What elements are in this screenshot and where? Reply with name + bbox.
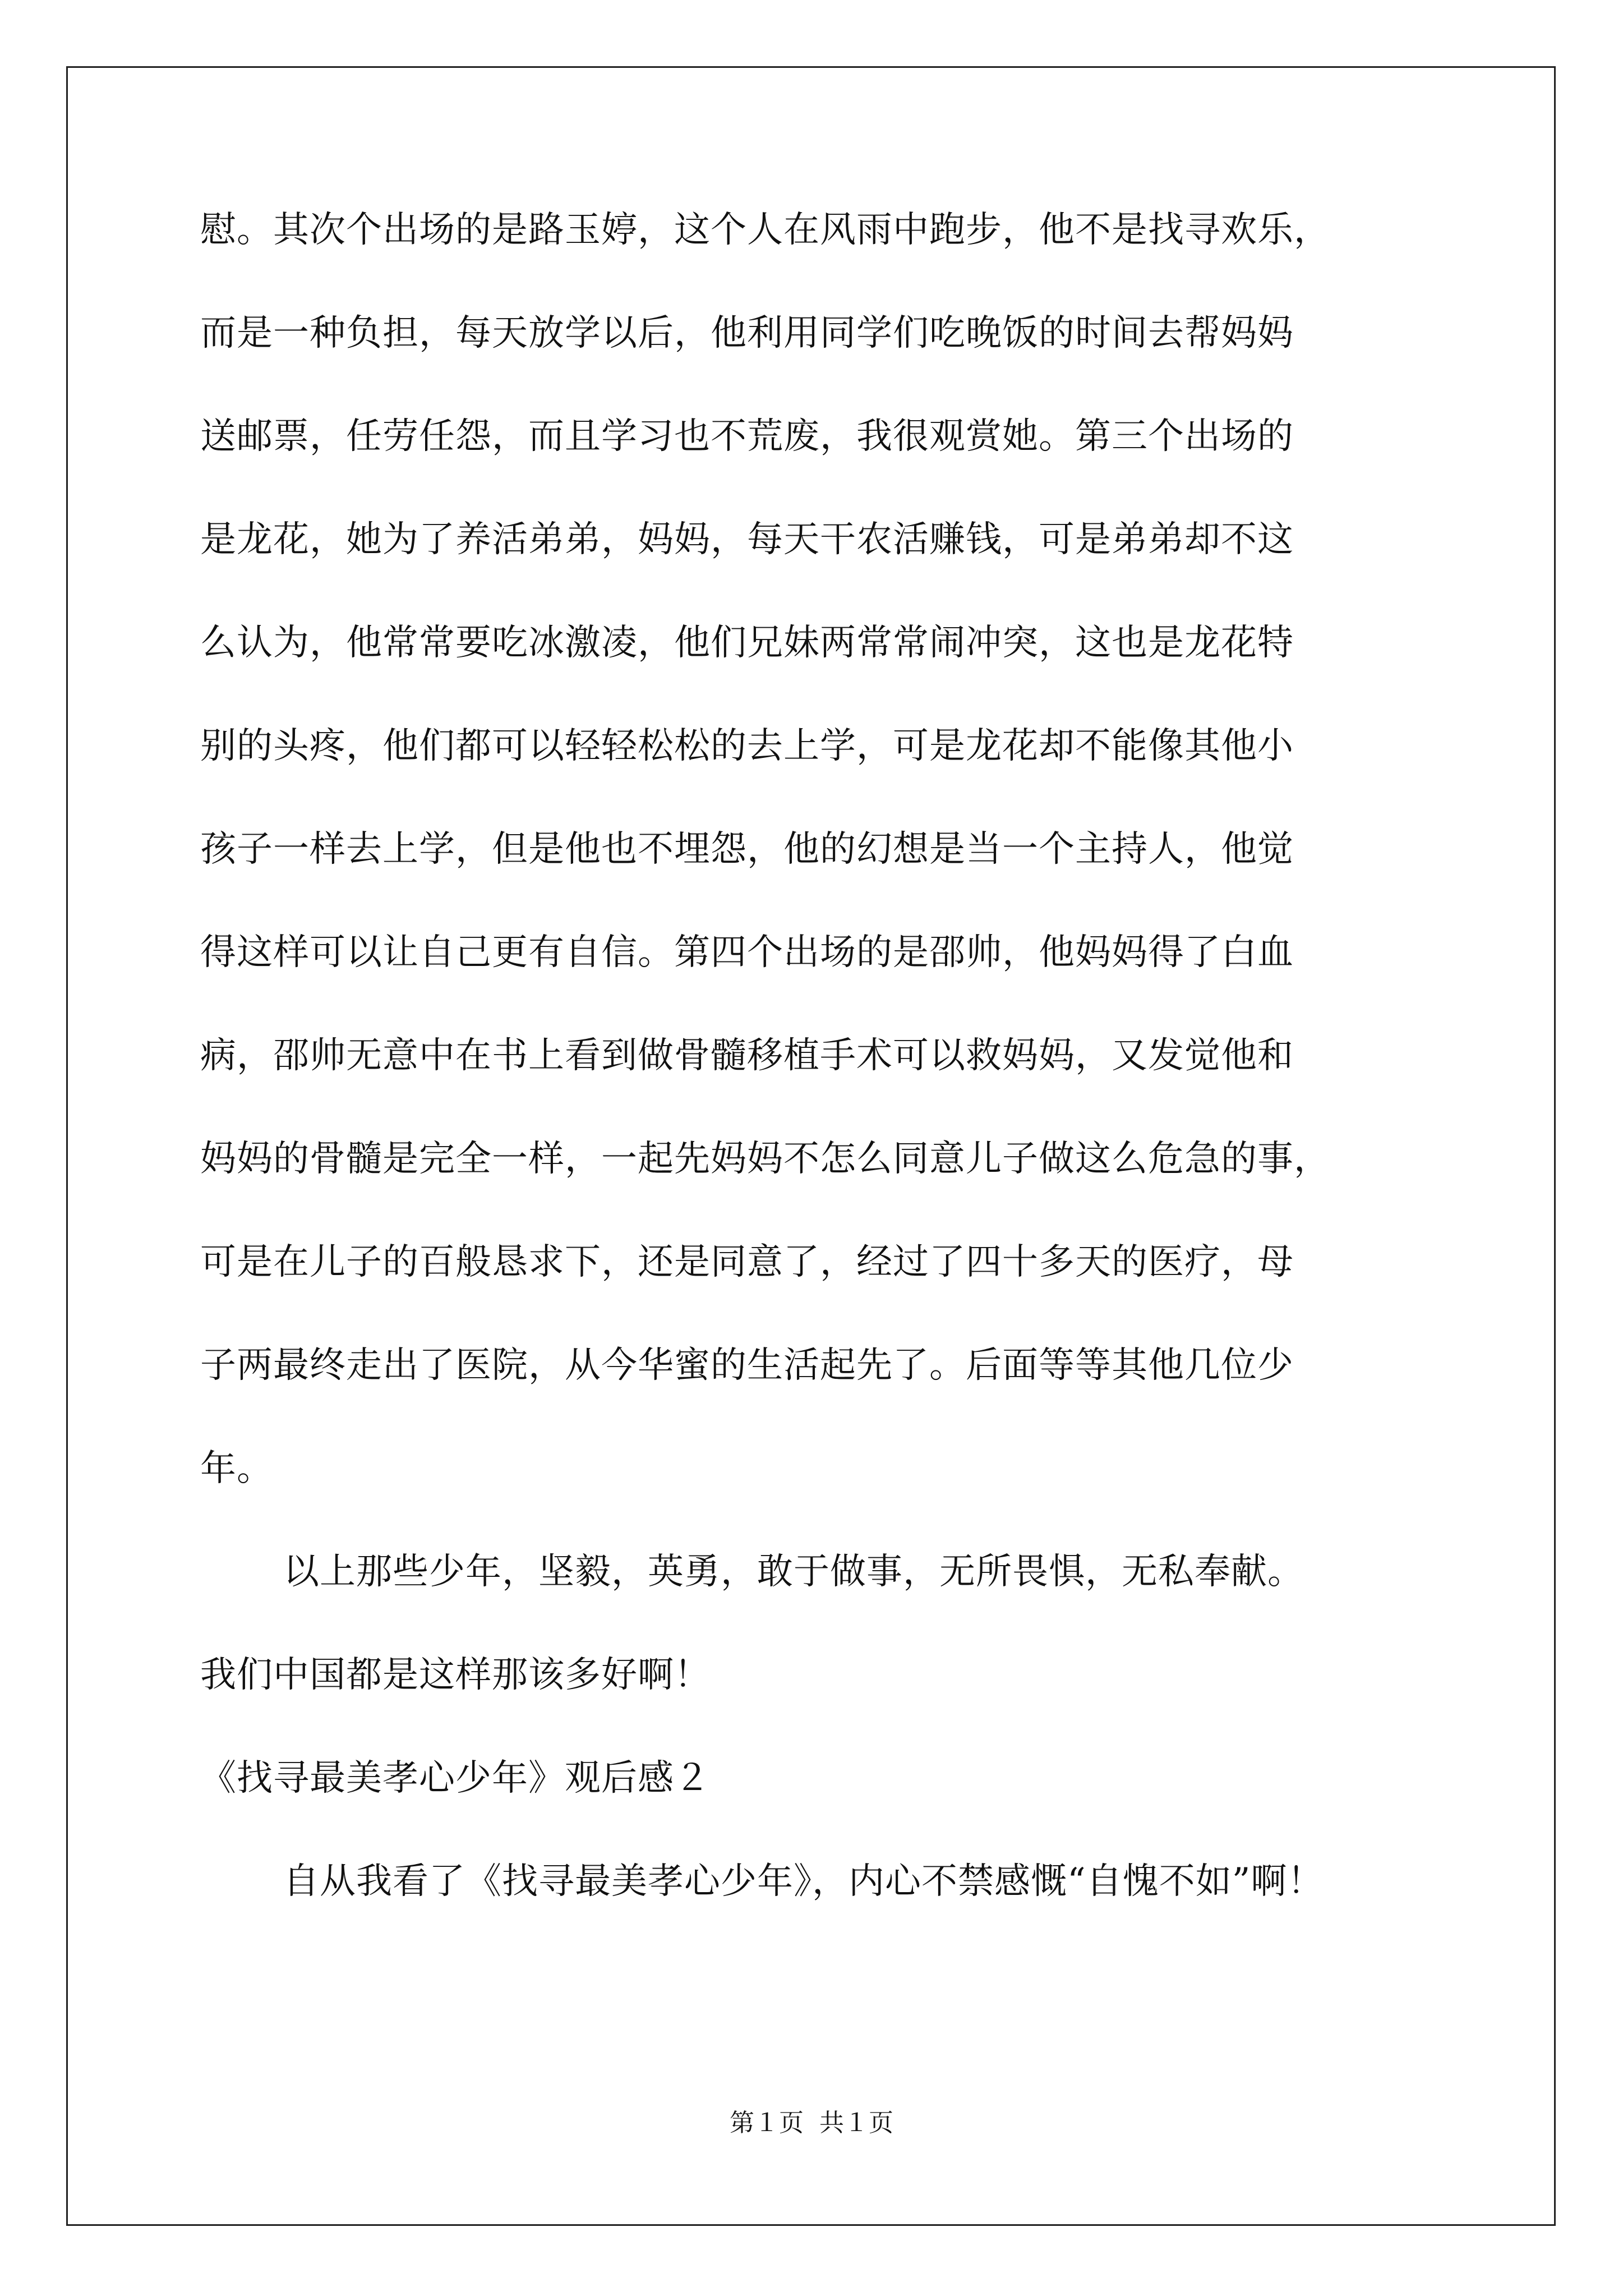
paragraph-start-line: 自从我看了《找寻最美孝心少年》，内心不禁感慨“自愧不如”啊！	[283, 1861, 1324, 1902]
text-line: 得这样可以让自己更有自信。第四个出场的是邵帅，他妈妈得了白血	[200, 932, 1294, 973]
page-number: 第１页	[730, 2109, 804, 2137]
text-line: 么认为，他常常要吃冰激凌，他们兄妹两常常闹冲突，这也是龙花特	[200, 622, 1294, 664]
text-line: 慰。其次个出场的是路玉婷，这个人在风雨中跑步，他不是找寻欢乐，	[200, 209, 1330, 251]
page-total: 共１页	[819, 2109, 893, 2137]
text-line: 年。	[200, 1448, 273, 1489]
text-line: 别的头疼，他们都可以轻轻松松的去上学，可是龙花却不能像其他小	[200, 725, 1294, 767]
text-line: 病，邵帅无意中在书上看到做骨髓移植手术可以救妈妈，又发觉他和	[200, 1035, 1294, 1076]
text-line: 妈妈的骨髓是完全一样，一起先妈妈不怎么同意儿子做这么危急的事，	[200, 1138, 1330, 1180]
page-footer	[0, 2106, 1623, 2140]
text-line: 可是在儿子的百般恳求下，还是同意了，经过了四十多天的医疗，母	[200, 1241, 1294, 1283]
section-heading: 《找寻最美孝心少年》观后感２	[200, 1757, 711, 1799]
text-line: 孩子一样去上学，但是他也不埋怨，他的幻想是当一个主持人，他觉	[200, 829, 1294, 870]
text-line: 子两最终走出了医院，从今华蜜的生活起先了。后面等等其他几位少	[200, 1345, 1294, 1386]
text-line: 我们中国都是这样那该多好啊！	[200, 1654, 711, 1696]
text-line: 送邮票，任劳任怨，而且学习也不荒废，我很观赏她。第三个出场的	[200, 416, 1294, 457]
text-line: 而是一种负担，每天放学以后，他利用同学们吃晚饭的时间去帮妈妈	[200, 312, 1294, 354]
paragraph-start-line: 以上那些少年，坚毅，英勇，敢于做事，无所畏惧，无私奉献。	[283, 1551, 1304, 1593]
text-line: 是龙花，她为了养活弟弟，妈妈，每天干农活赚钱，可是弟弟却不这	[200, 519, 1294, 560]
